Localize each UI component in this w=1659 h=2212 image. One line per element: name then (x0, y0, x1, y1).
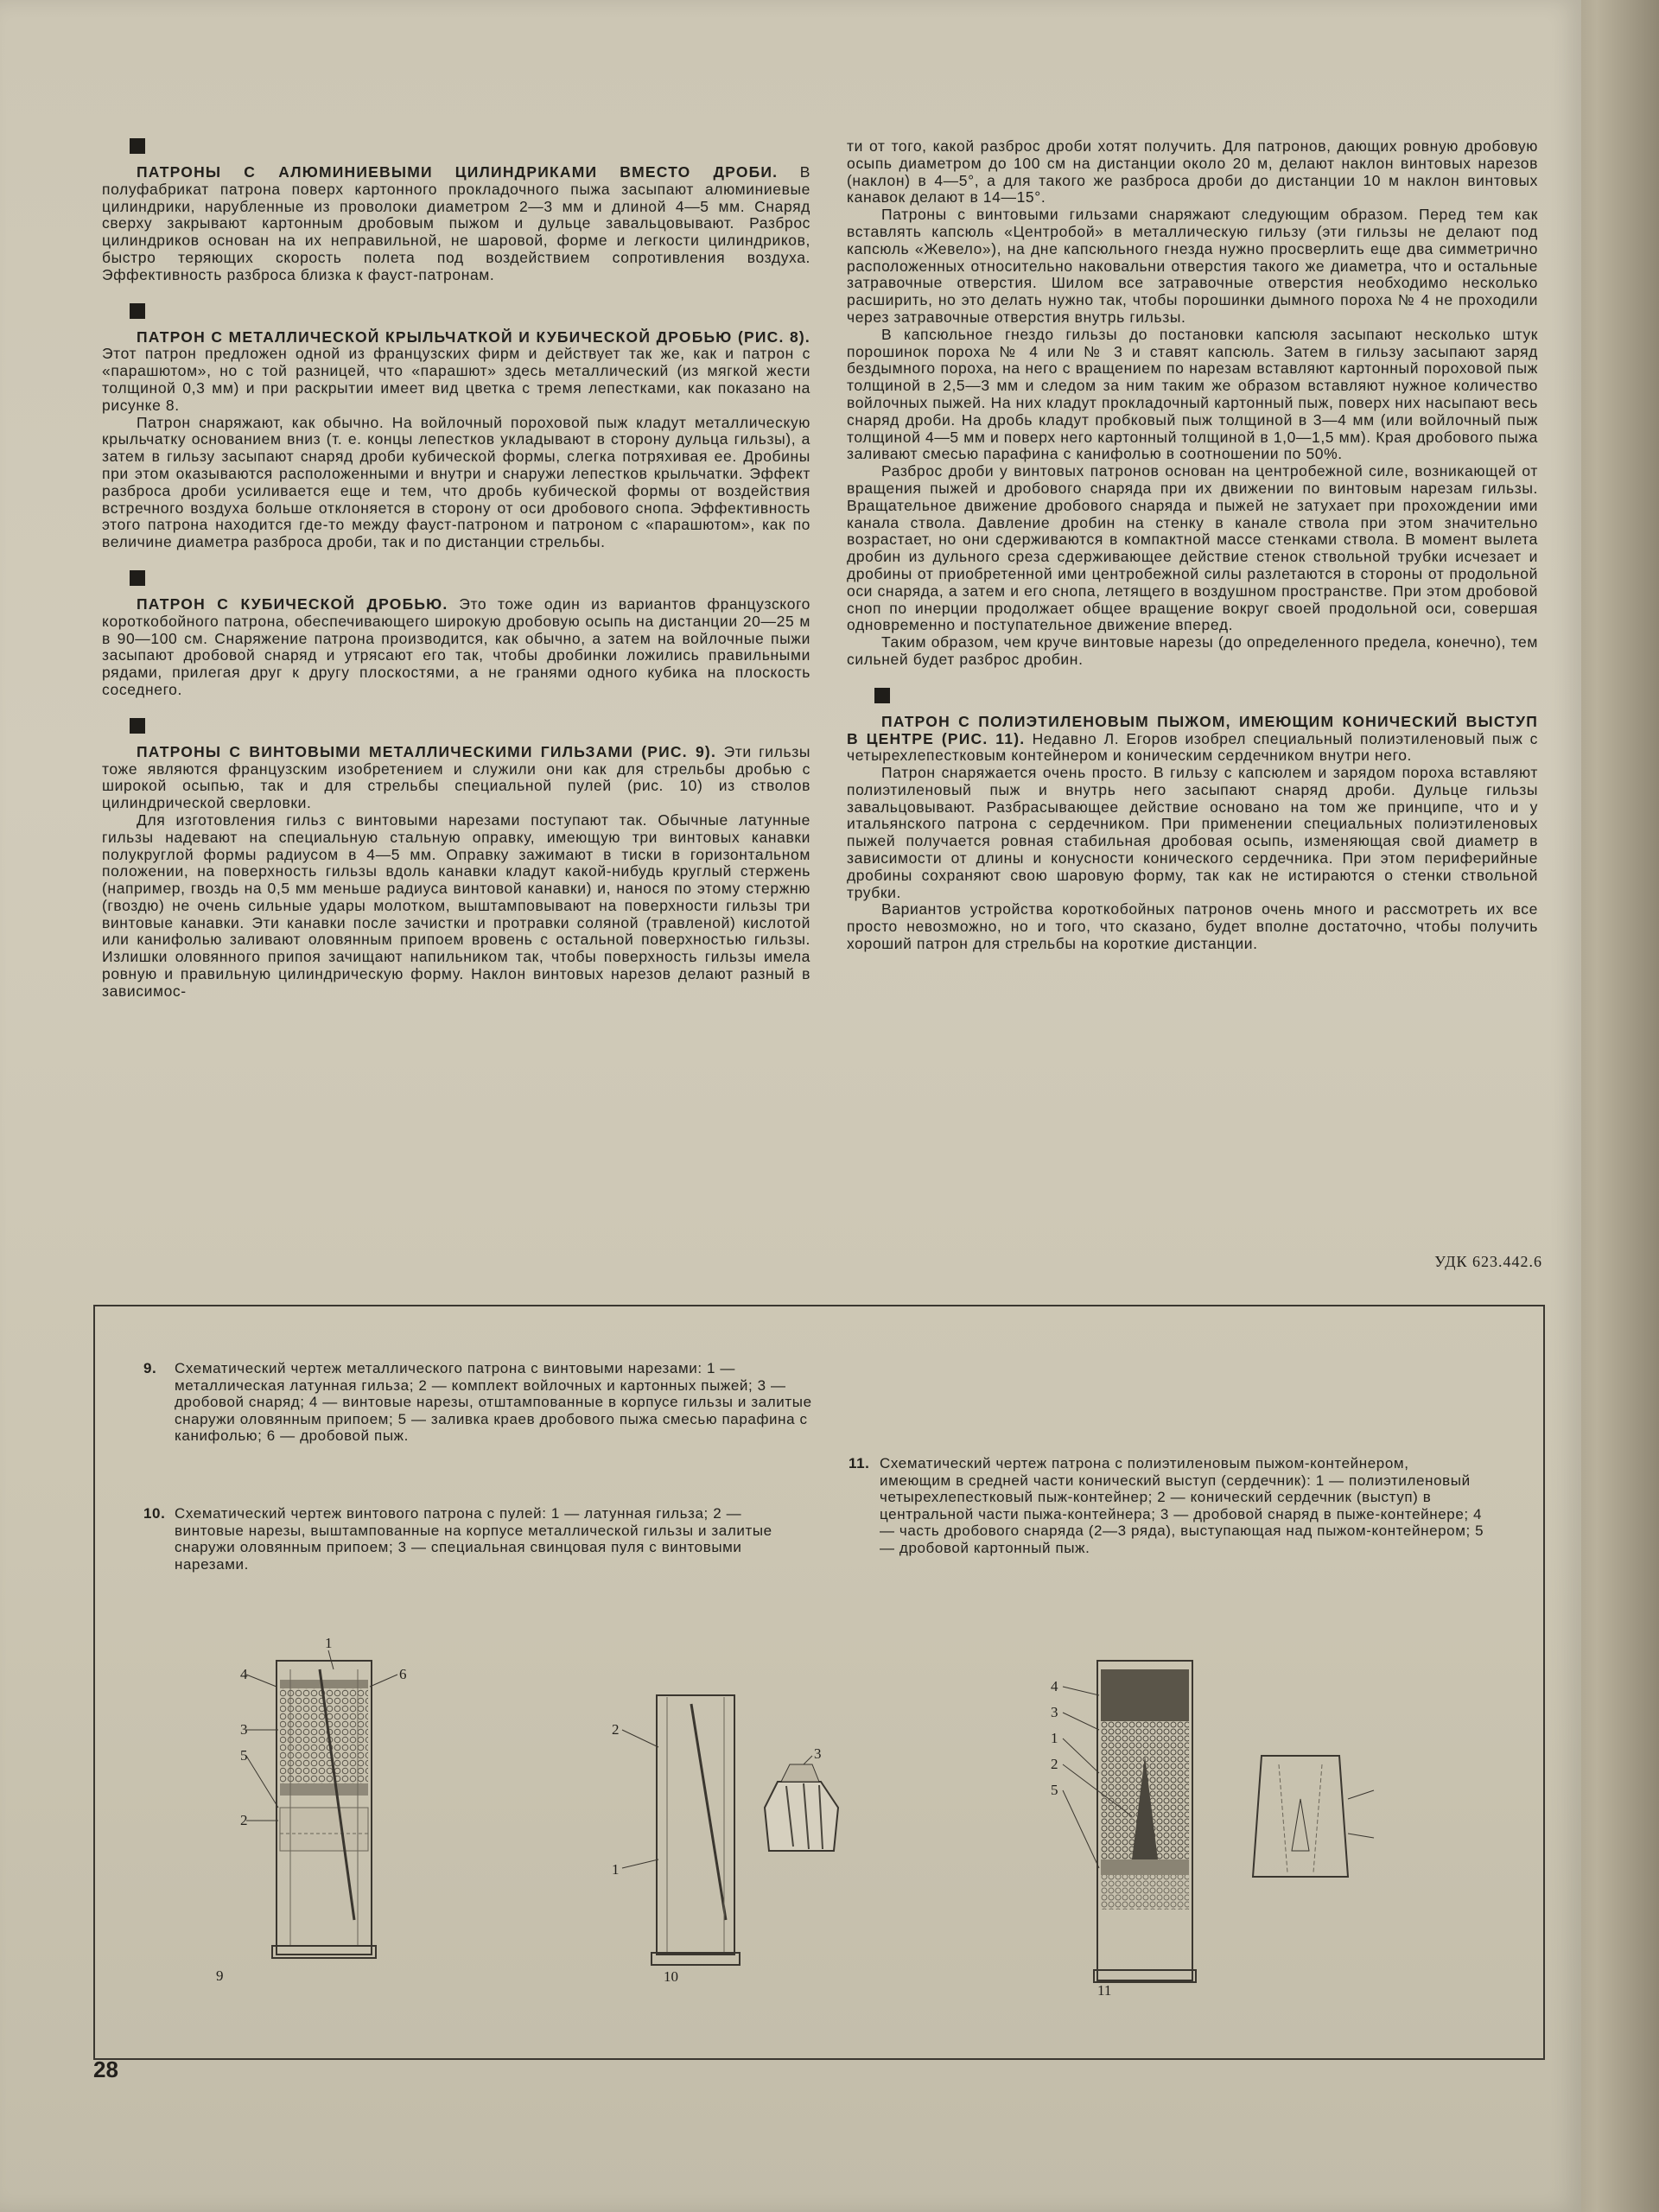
figure-label: 2 (1051, 1756, 1058, 1772)
section-paragraph: Таким образом, чем круче винтовые нарезы (до определенного предела, конечно), тем сильней будет разброс дробин. (847, 633, 1538, 668)
figure-label: 3 (1051, 1704, 1058, 1720)
section-wing (102, 303, 810, 551)
figure-9-drawing (216, 1635, 432, 1989)
section-aluminum (102, 138, 810, 284)
section-paragraph: ти от того, какой разброс дроби хотят получить. Для патронов, дающих ровную дробовую осыпь диаметром до 100 см на дистанции около 20 м, делают наклон винтовых нарезов (наклон) в 4—5°, а для такого же разброса дроби до дистанции 10 м наклон винтовых канавок делают в 14—15°. (847, 137, 1538, 207)
figure-label: 5 (240, 1747, 248, 1764)
figure-label: 6 (399, 1666, 407, 1682)
section-paragraph: Разброс дроби у винтовых патронов основан на центробежной силе, возникающей от вращения пыжей и дробового снаряда при их движении по винтовым нарезам гильзы. Вращательное движение дробового снаряда и пыжей не затухает при прохождении ими канала ствола. Давление дробин на стенку в канале ствола при этом значительно возрастает, но они сдерживаются в компактной массе стенками ствола. В момент вылета дробин из дульного среза сдерживающее действие стенок ствольной трубки исчезает и дробины от приобретенной ими центробежной силы разлетаются в стороны от продольной оси снаряда, а затем и его снопа, летящего в воздушном пространстве. При этом дробовой сноп по инерции продолжает общее вращение вокруг своей продольной оси, совершая одновременно и поступательное движение вперед. (847, 462, 1538, 634)
section-paragraph: Патроны с винтовыми гильзами снаряжают следующим образом. Перед тем как вставлять капсюль «Центробой» в металлическую гильзу (эти гильзы не делают под капсюль «Жевело»), на дне капсюльного гнезда нужно просверлить еще два симметрично расположенных относительно наковальни отверстия такого же диаметра, что и остальные затравочные отверстия. Шилом все затравочные отверстия необходимо несколько расширить, но это делать нужно так, чтобы порошинки дымного пороха № 4 не проходили через затравочные отверстия внутрь гильзы. (847, 206, 1538, 326)
caption-number: 10. (143, 1505, 166, 1522)
section-text: В полуфабрикат патрона поверх картонного прокладочного пыжа засыпают алюминиевые цилиндрики, нарубленные из проволоки диаметром 2—3 мм и длиной 4—5 мм. Снаряд сверху закрывают картонным дробовым пыжом и дульце завальцовывают. Разброс цилиндриков основан на их неправильной, не шаровой, форме и легкости цилиндриков, быстро теряющих скорость полета под воздействием сопротивления воздуха. Эффективность разброса близка к фауст-патронам. (102, 163, 810, 283)
caption-text: Схематический чертеж винтового патрона с пулей: 1 — латунная гильза; 2 — винтовые нарезы, выштампованные на корпусе металлической гильзы и залитые снаружи оловянным припоем; 3 — специальная свинцовая пуля с винтовыми нарезами. (175, 1505, 772, 1573)
section-text: Это тоже один из вариантов французского короткобойного патрона, обеспечивающего широкую дробовую осыпь на дистанции 20—25 м в 90—100 см. Снаряжение патрона производится, как обычно, а затем на войлочные пыжи засыпают дробовой снаряд и утрясают его так, чтобы дробинки ложились правильными рядами, прилегая друг к другу плоскостями, а не гранями одного кубика на плоскость соседнего. (102, 594, 811, 698)
right-column (847, 138, 1538, 972)
caption-text: Схематический чертеж металлического патрона с винтовыми нарезами: 1 — металлическая латунная гильза; 2 — комплект войлочных и картонных пыжей; 3 — дробовой снаряд; 4 — винтовые нарезы, отштампованные в корпусе гильзы и залитые снаружи оловянным припоем; 5 — заливка краев дробового пыжа смесью парафина с канифолью; 6 — дробовой пыж. (175, 1360, 812, 1445)
section-marker-icon (874, 688, 890, 703)
caption-number: 9. (143, 1360, 157, 1376)
figure-11-drawing (1046, 1652, 1408, 1998)
section-paragraph (847, 714, 1538, 765)
figure-number: 11 (1097, 1982, 1112, 1999)
caption-number: 11. (849, 1455, 870, 1471)
section-heading: ПАТРОНЫ С ВИНТОВЫМИ МЕТАЛЛИЧЕСКИМИ ГИЛЬЗАМИ (РИС. 9). (137, 742, 717, 760)
section-paragraph: Патрон снаряжают, как обычно. На войлочный пороховой пыж кладут металлическую крыльчатку основанием вниз (т. е. концы лепестков укладывают в сторону дульца гильзы), а затем в гильзу засыпают снаряд дроби кубической формы, слегка потряхивая ее. Дробины при этом оказываются расположенными и внутри и снаружи лепестков крыльчатки. Эффект разброса дроби усиливается еще и тем, что дробь кубической формы от воздействия встречного воздуха больше отклоняется в сторону от оси дробового снопа. Эффективность этого патрона находится где-то между фауст-патроном и патроном с «парашютом», как по величине диаметра разброса дроби, так и по дистанции стрельбы. (102, 413, 810, 551)
cartridge-cutaway-drawing (225, 1635, 432, 1989)
section-marker-icon (130, 138, 145, 154)
section-marker-icon (130, 570, 145, 586)
figure-label: 4 (1051, 1678, 1058, 1694)
figure-label: 1 (1051, 1730, 1058, 1746)
section-text: Недавно Л. Егоров изобрел специальный полиэтиленовый пыж с четырехлепестковым контейнером и коническим сердечником внутри него. (847, 729, 1538, 765)
section-marker-icon (130, 303, 145, 319)
figure-label: 2 (612, 1721, 620, 1738)
figure-label: 5 (1051, 1782, 1058, 1798)
section-paragraph: Вариантов устройства короткобойных патронов очень много и рассмотреть их все просто невозможно, но и того, что сказано, будет вполне достаточно, чтобы получить хороший патрон для стрельбы на короткие дистанции. (847, 900, 1538, 953)
figure-label: 2 (240, 1812, 248, 1828)
section-paragraph: Для изготовления гильз с винтовыми нарезами поступают так. Обычные латунные гильзы надевают на специальную стальную оправку, имеющую три винтовых канавки полукруглой формы радиусом в 4—5 мм. Оправку зажимают в тиски в горизонтальном положении, на поверхность гильзы вдоль канавки кладут какой-нибудь круглый стержень (например, гвоздь на 0,5 мм меньше радиуса винтовой канавки) и, нанося по этому стержню (гвоздю) не очень сильные удары молотком, выштамповывают на поверхности гильзы три винтовые канавки. Эти канавки после зачистки и протравки соляной (травленой) кислотой или канифолью заливают оловянным припоем вровень с остальной поверхностью гильзы. Излишки оловянного припоя зачищают напильником так, чтобы поверхность гильзы имела ровную и правильную цилиндрическую форму. Наклон винтовых нарезов делают разный в зависимос- (102, 810, 810, 1000)
figure-label: 1 (325, 1635, 333, 1651)
page-number: 28 (93, 2056, 118, 2082)
section-screw (102, 718, 810, 1001)
section-heading: ПАТРОН С КУБИЧЕСКОЙ ДРОБЬЮ. (137, 594, 448, 613)
section-polyethylene (847, 688, 1538, 953)
figure-number: 10 (664, 1968, 678, 1985)
section-marker-icon (130, 718, 145, 734)
udk-code: УДК 623.442.6 (1434, 1253, 1542, 1270)
figure-label: 4 (240, 1666, 248, 1682)
figure-label: 1 (612, 1861, 620, 1878)
caption-text: Схематический чертеж патрона с полиэтиленовым пыжом-контейнером, имеющим в средней части конический выступ (сердечник): 1 — полиэтиленовый четырехлепестковый пыж-контейнер; 2 — конический сердечник (выступ) в центральной части пыжа-контейнера; 3 — дробовой снаряд в пыже-контейнере; 4 — часть дробового снаряда (2—3 ряда), выступающая над пыжом-контейнером; 5 — дробовой картонный пыж. (880, 1455, 1484, 1556)
section-heading: ПАТРОНЫ С АЛЮМИНИЕВЫМИ ЦИЛИНДРИКАМИ ВМЕСТО ДРОБИ. (137, 163, 779, 181)
caption-11 (849, 1455, 1484, 1557)
figure-label: 3 (240, 1721, 248, 1738)
section-paragraph (102, 164, 810, 284)
figure-box (93, 1305, 1545, 2060)
left-column (102, 138, 810, 1020)
section-heading: ПАТРОН С МЕТАЛЛИЧЕСКОЙ КРЫЛЬЧАТКОЙ И КУБИЧЕСКОЙ ДРОБЬЮ (РИС. 8). (137, 327, 810, 346)
cartridge-bullet-drawing (596, 1678, 855, 1989)
section-paragraph: Патрон снаряжается очень просто. В гильзу с капсюлем и зарядом пороха вставляют полиэтиленовый пыж и внутрь него засыпают снаряд дроби. Дульце гильзы завальцовывают. Разбрасывающее действие основано на том же принципе, что и у итальянского патрона с сердечником. При применении специальных полиэтиленовых пыжей получается ровная стабильная дробовая осыпь, изменяющая свой диаметр в зависимости от длины и конусности конического сердечника. При этом периферийные дробины сохраняют свою шаровую форму, так как не истираются о стенки ствольной трубки. (847, 764, 1538, 901)
section-screw-continued (847, 138, 1538, 669)
figure-number: 9 (216, 1967, 224, 1984)
section-text: Этот патрон предложен одной из французских фирм и действует так же, как и патрон с «парашютом», но с той разницей, что «парашют» здесь металлический (из мягкой жести толщиной 0,3 мм) и при раскрытии имеет вид цветка с тремя лепестками, как показано на рисунке 8. (102, 345, 810, 414)
figure-10-drawing (596, 1678, 855, 1989)
section-paragraph: В капсюльное гнездо гильзы до постановки капсюля засыпают несколько штук порошинок пороха № 4 или № 3 и ставят капсюль. Затем в гильзу засыпают заряд бездымного пороха, на него с вращением по нарезам вставляют картонный пороховой пыж толщиной в 2,5—3 мм и следом за ним таким же образом вставляют нужное количество войлочных пыжей. На них кладут прокладочный картонный пыж, поверх них насыпают весь снаряд дроби. На дробь кладут пробковый пыж толщиной в 3—4 мм (или войлочный пыж толщиной 4—5 мм и поверх него картонный толщиной в 1,0—1,5 мм). Края дробового пыжа заливают смесью парафина с канифолью в соотношении по 50%. (847, 325, 1538, 463)
caption-10 (143, 1505, 814, 1573)
section-text: Эти гильзы тоже являются французским изобретением и служили они как для стрельбы дробью с широкой осыпью, так и для стрельбы специальной пулей (рис. 10) из стволов цилиндрической сверловки. (102, 742, 810, 812)
section-paragraph (102, 596, 810, 699)
section-paragraph (102, 329, 810, 415)
section-paragraph (102, 744, 810, 812)
section-cubic (102, 570, 810, 699)
polyethylene-wad-drawing (1046, 1652, 1408, 1998)
caption-9 (143, 1360, 814, 1445)
figure-label: 3 (814, 1745, 822, 1762)
section-heading: ПАТРОН С ПОЛИЭТИЛЕНОВЫМ ПЫЖОМ, ИМЕЮЩИМ КОНИЧЕСКИЙ ВЫСТУП В ЦЕНТРЕ (РИС. 11). (847, 712, 1538, 747)
